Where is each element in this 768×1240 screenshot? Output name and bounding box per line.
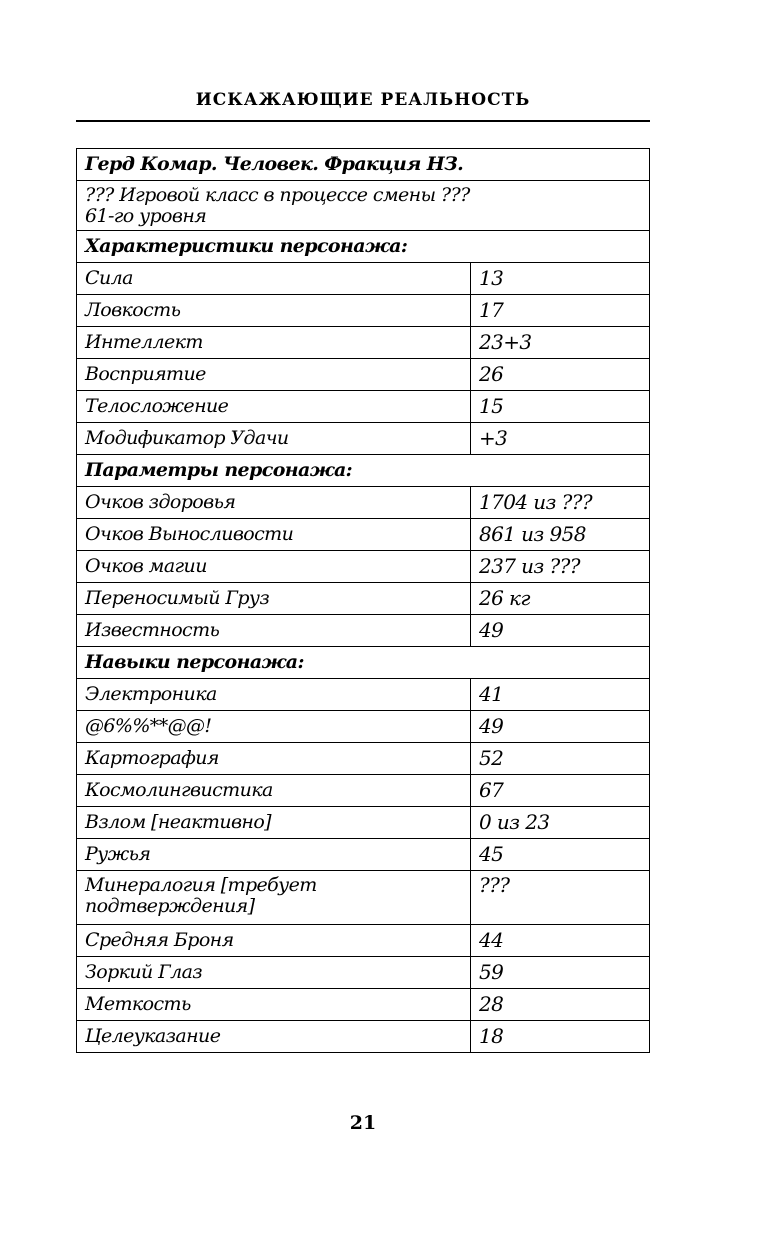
table-row bbox=[77, 391, 650, 423]
table-row bbox=[77, 925, 650, 957]
table-row bbox=[77, 1021, 650, 1053]
table-row bbox=[77, 957, 650, 989]
skill-value: 0 из 23 bbox=[471, 807, 650, 839]
param-label: Очков здоровья bbox=[77, 487, 471, 519]
header-rule bbox=[76, 120, 650, 122]
stat-value: 17 bbox=[471, 295, 650, 327]
table-row bbox=[77, 551, 650, 583]
characteristics-title: Характеристики персонажа: bbox=[77, 231, 650, 263]
stat-value: 13 bbox=[471, 263, 650, 295]
page-number: 21 bbox=[349, 1112, 377, 1134]
skill-label: Меткость bbox=[77, 989, 471, 1021]
character-class bbox=[77, 181, 650, 231]
table-row bbox=[77, 743, 650, 775]
stat-value: 26 bbox=[471, 359, 650, 391]
table-row bbox=[77, 871, 650, 925]
skill-label: Ружья bbox=[77, 839, 471, 871]
table-row bbox=[77, 775, 650, 807]
table-row bbox=[77, 989, 650, 1021]
skill-label: Зоркий Глаз bbox=[77, 957, 471, 989]
skill-label: Минералогия [требует подтверждения] bbox=[77, 871, 471, 925]
section-header bbox=[77, 231, 650, 263]
skill-value: 59 bbox=[471, 957, 650, 989]
table-row bbox=[77, 807, 650, 839]
table-row bbox=[77, 295, 650, 327]
skill-value: 44 bbox=[471, 925, 650, 957]
name-row bbox=[77, 149, 650, 181]
table-row bbox=[77, 327, 650, 359]
skill-value: 49 bbox=[471, 711, 650, 743]
table-row bbox=[77, 519, 650, 551]
param-value: 861 из 958 bbox=[471, 519, 650, 551]
section-header bbox=[77, 455, 650, 487]
skill-label: Взлом [неактивно] bbox=[77, 807, 471, 839]
param-label: Очков Выносливости bbox=[77, 519, 471, 551]
stat-label: Восприятие bbox=[77, 359, 471, 391]
table-row bbox=[77, 423, 650, 455]
class-line: ??? Игровой класс в процессе смены ??? bbox=[85, 184, 470, 206]
skill-value: 28 bbox=[471, 989, 650, 1021]
table-row bbox=[77, 359, 650, 391]
param-value: 49 bbox=[471, 615, 650, 647]
param-label: Переносимый Груз bbox=[77, 583, 471, 615]
skill-value: 41 bbox=[471, 679, 650, 711]
table-row bbox=[77, 263, 650, 295]
parameters-title: Параметры персонажа: bbox=[77, 455, 650, 487]
param-value: 26 кг bbox=[471, 583, 650, 615]
stat-label: Интеллект bbox=[77, 327, 471, 359]
section-header bbox=[77, 647, 650, 679]
param-label: Очков магии bbox=[77, 551, 471, 583]
param-value: 1704 из ??? bbox=[471, 487, 650, 519]
skill-label: Целеуказание bbox=[77, 1021, 471, 1053]
character-stats-table bbox=[76, 148, 650, 1053]
stat-value: 23+3 bbox=[471, 327, 650, 359]
stat-value: 15 bbox=[471, 391, 650, 423]
stat-label: Модификатор Удачи bbox=[77, 423, 471, 455]
level-line: 61-го уровня bbox=[85, 205, 207, 227]
skill-value: ??? bbox=[471, 871, 650, 925]
stat-label: Ловкость bbox=[77, 295, 471, 327]
stat-label: Сила bbox=[77, 263, 471, 295]
skill-label: @6%%**@@! bbox=[77, 711, 471, 743]
skill-label: Картография bbox=[77, 743, 471, 775]
class-row bbox=[77, 181, 650, 231]
stat-value: +3 bbox=[471, 423, 650, 455]
table-row bbox=[77, 615, 650, 647]
skill-value: 18 bbox=[471, 1021, 650, 1053]
skill-label: Электроника bbox=[77, 679, 471, 711]
skill-label: Космолингвистика bbox=[77, 775, 471, 807]
table-row bbox=[77, 583, 650, 615]
skill-value: 52 bbox=[471, 743, 650, 775]
skill-label: Средняя Броня bbox=[77, 925, 471, 957]
running-head: ИСКАЖАЮЩИЕ РЕАЛЬНОСТЬ bbox=[195, 90, 531, 110]
table-row bbox=[77, 839, 650, 871]
stat-label: Телосложение bbox=[77, 391, 471, 423]
skill-value: 67 bbox=[471, 775, 650, 807]
param-value: 237 из ??? bbox=[471, 551, 650, 583]
table-row bbox=[77, 487, 650, 519]
character-name: Герд Комар. Человек. Фракция НЗ. bbox=[77, 149, 650, 181]
table-row bbox=[77, 679, 650, 711]
skills-title: Навыки персонажа: bbox=[77, 647, 650, 679]
table-row bbox=[77, 711, 650, 743]
skill-value: 45 bbox=[471, 839, 650, 871]
param-label: Известность bbox=[77, 615, 471, 647]
